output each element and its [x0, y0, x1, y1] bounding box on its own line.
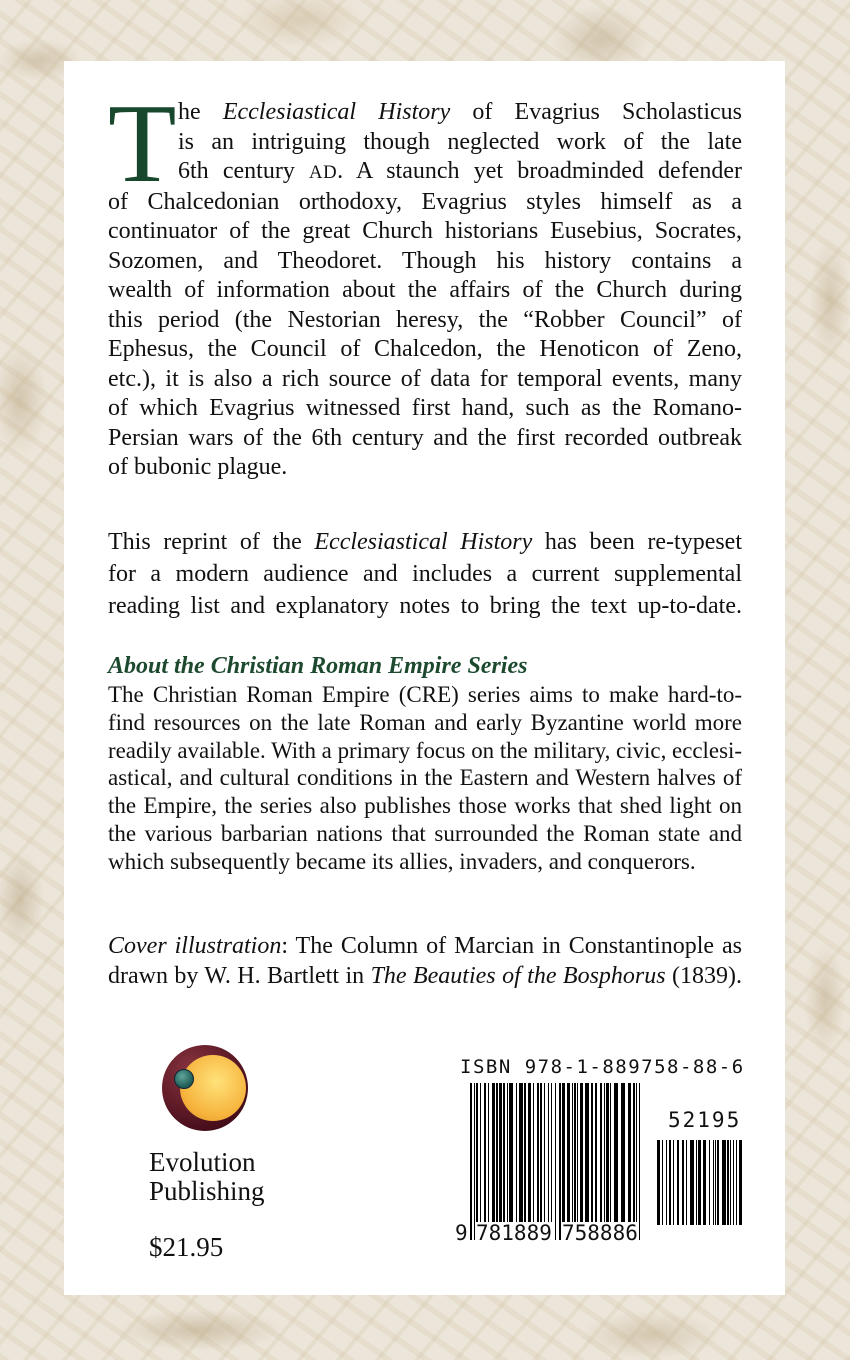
- text-line: [108, 590, 742, 622]
- addon-bar: [739, 1140, 742, 1225]
- addon-bar: [662, 1140, 663, 1225]
- text-line: [108, 128, 742, 158]
- text-segment: . A staunch yet broadminded defender: [337, 158, 742, 184]
- barcode-bar: [470, 1083, 472, 1240]
- addon-bar: [736, 1140, 737, 1225]
- text-line: [108, 306, 742, 336]
- italic-title: Cover illustration: [108, 933, 282, 959]
- series-paragraph: [108, 681, 742, 876]
- text-line: [108, 558, 742, 590]
- barcode-left-digits: 781889: [476, 1221, 552, 1245]
- text-segment: : The Column of Marcian in Constantinople as: [281, 933, 743, 959]
- barcode-bar: [595, 1083, 597, 1240]
- addon-bar: [673, 1140, 674, 1225]
- barcode-bar: [484, 1083, 486, 1240]
- barcode-bar: [548, 1083, 549, 1240]
- text-segment: of Chalcedonian orthodoxy, Evagrius styles himself as a: [108, 188, 742, 215]
- addon-bar: [696, 1140, 697, 1225]
- publisher-line-2: Publishing: [149, 1176, 265, 1206]
- barcode-bar: [621, 1083, 625, 1240]
- addon-bar: [666, 1140, 667, 1225]
- text-line: [108, 335, 742, 365]
- addon-bar: [698, 1140, 701, 1225]
- text-segment: continuator of the great Church historians Eusebius, Socrates,: [108, 218, 742, 244]
- logo-sun-shape: [180, 1055, 246, 1121]
- barcode-bar: [474, 1083, 475, 1240]
- addon-bar: [682, 1140, 684, 1225]
- text-segment: 6th century: [178, 158, 310, 184]
- barcode-lead-digit: 9: [455, 1221, 468, 1245]
- addon-bar: [686, 1140, 687, 1225]
- barcode-bar: [476, 1083, 478, 1240]
- text-line: [108, 217, 742, 247]
- italic-title: The Beauties of the Bosphorus: [370, 963, 666, 989]
- barcode-bar: [559, 1083, 561, 1240]
- text-segment: This reprint of the: [108, 529, 315, 555]
- italic-title: Ecclesiastical History: [314, 529, 533, 555]
- text-segment: (1839).: [665, 963, 743, 989]
- publisher-line-1: Evolution: [149, 1147, 256, 1177]
- barcode-right-digits: 758886: [562, 1221, 638, 1245]
- description-paragraph: [108, 98, 742, 483]
- barcode-bar: [499, 1083, 502, 1240]
- publisher-name: [149, 1148, 265, 1206]
- barcode-bar: [516, 1083, 517, 1240]
- text-segment: the Empire, the series also publishes those works that shed light on: [108, 793, 742, 819]
- barcode-bar: [551, 1083, 552, 1240]
- barcode-bar: [639, 1083, 640, 1240]
- barcode-bar: [503, 1083, 505, 1240]
- text-line: [108, 792, 742, 820]
- addon-bar: [677, 1140, 679, 1225]
- text-line: [108, 365, 742, 395]
- cover-illustration-note: [108, 931, 742, 991]
- text-segment: drawn by W. H. Bartlett in: [108, 963, 371, 989]
- barcode-bar: [574, 1083, 576, 1240]
- barcode-bar: [585, 1083, 589, 1240]
- text-line: [108, 394, 742, 424]
- price: $21.95: [149, 1232, 224, 1262]
- barcode-bar: [540, 1083, 542, 1240]
- text-segment: of which Evagrius witnessed first hand, such as the Romano-: [108, 395, 742, 421]
- barcode-bar: [533, 1083, 534, 1240]
- barcode-bar: [562, 1083, 565, 1240]
- barcode-bar: [528, 1083, 531, 1240]
- barcode-bar: [509, 1083, 513, 1240]
- addon-bar: [715, 1140, 716, 1225]
- addon-bar: [727, 1140, 729, 1225]
- barcode-bar: [555, 1083, 556, 1240]
- barcode-bar: [633, 1083, 635, 1240]
- addon-bar: [657, 1140, 660, 1225]
- text-segment: this period (the Nestorian heresy, the “Robber Council” of: [108, 306, 742, 333]
- text-segment: readily available. With a primary focus on the military, civic, ecclesi-: [108, 737, 742, 763]
- small-caps-text: AD: [309, 162, 338, 183]
- series-heading: About the Christian Roman Empire Series: [108, 653, 528, 679]
- addon-bar: [690, 1140, 694, 1225]
- reprint-paragraph: [108, 526, 742, 622]
- text-line: [108, 526, 742, 558]
- text-segment: Sozomen, and Theodoret. Though his history contains a: [108, 247, 742, 274]
- barcode-bar: [492, 1083, 495, 1240]
- barcode-bar: [614, 1083, 618, 1240]
- isbn-label: ISBN 978-1-889758-88-6: [460, 1056, 745, 1078]
- text-line: [108, 424, 742, 454]
- barcode-bar: [537, 1083, 539, 1240]
- drop-cap: T: [108, 82, 177, 206]
- text-segment: The Christian Roman Empire (CRE) series aims to make hard-to-: [108, 682, 742, 707]
- text-line: [108, 188, 742, 218]
- addon-bar: [703, 1140, 706, 1225]
- italic-title: Ecclesiastical History: [222, 99, 451, 125]
- barcode-bar: [580, 1083, 583, 1240]
- isbn-barcode: [450, 1080, 750, 1240]
- text-line: [108, 820, 742, 848]
- text-line: [108, 98, 742, 128]
- addon-bar: [713, 1140, 714, 1225]
- barcode-addon-number: 52195: [668, 1108, 742, 1132]
- barcode-bar: [480, 1083, 481, 1240]
- barcode-bar: [604, 1083, 605, 1240]
- text-segment: wealth of information about the affairs of the Church during: [108, 277, 742, 303]
- barcode-bar: [567, 1083, 570, 1240]
- text-line: [108, 681, 742, 709]
- barcode-bar: [488, 1083, 489, 1240]
- addon-bar: [730, 1140, 731, 1225]
- text-segment: is an intriguing though neglected work of the late: [178, 128, 742, 155]
- barcode-bar: [610, 1083, 611, 1240]
- text-line: [108, 709, 742, 737]
- text-segment: reading list and explanatory notes to bring the text up-to-date.: [108, 593, 742, 619]
- evolution-publishing-logo-icon: [162, 1045, 248, 1131]
- barcode-bar: [524, 1083, 526, 1240]
- text-segment: of Evagrius Scholasticus: [450, 99, 743, 125]
- text-segment: astical, and cultural conditions in the Eastern and Western halves of: [108, 765, 742, 791]
- text-segment: Persian wars of the 6th century and the first recorded outbreak: [108, 424, 742, 451]
- addon-bar: [717, 1140, 719, 1225]
- text-line: [108, 961, 742, 991]
- text-line: [108, 931, 742, 961]
- text-segment: of bubonic plague.: [108, 454, 288, 480]
- text-segment: he: [178, 99, 223, 125]
- barcode-bar: [628, 1083, 631, 1240]
- text-segment: find resources on the late Roman and early Byzantine world more: [108, 709, 742, 735]
- barcode-bar: [577, 1083, 578, 1240]
- barcode-bar: [507, 1083, 508, 1240]
- logo-dot-shape: [174, 1069, 194, 1089]
- barcode-bar: [544, 1083, 545, 1240]
- barcode-bar: [600, 1083, 602, 1240]
- barcode-bar: [572, 1083, 573, 1240]
- text-line: [108, 764, 742, 792]
- addon-bar: [733, 1140, 734, 1225]
- addon-bar: [709, 1140, 710, 1225]
- addon-bar: [669, 1140, 671, 1225]
- text-line: [108, 247, 742, 277]
- text-segment: has been re-typeset: [532, 529, 743, 555]
- text-segment: Ephesus, the Council of Chalcedon, the Henoticon of Zeno,: [108, 336, 742, 362]
- text-line: [108, 848, 742, 876]
- text-segment: for a modern audience and includes a current supplemental: [108, 561, 742, 587]
- barcode-bar: [519, 1083, 523, 1240]
- text-segment: the various barbarian nations that surrounded the Roman state and: [108, 820, 742, 846]
- barcode-bar: [496, 1083, 498, 1240]
- text-segment: etc.), it is also a rich source of data for temporal events, many: [108, 365, 742, 392]
- text-segment: which subsequently became its allies, invaders, and conquerors.: [108, 848, 696, 874]
- barcode-bar: [591, 1083, 593, 1240]
- barcode-bar: [636, 1083, 637, 1240]
- text-line: [108, 276, 742, 306]
- addon-bar: [722, 1140, 726, 1225]
- text-line: [108, 737, 742, 765]
- text-line: [108, 157, 742, 188]
- text-line: [108, 453, 742, 483]
- barcode-bar: [606, 1083, 609, 1240]
